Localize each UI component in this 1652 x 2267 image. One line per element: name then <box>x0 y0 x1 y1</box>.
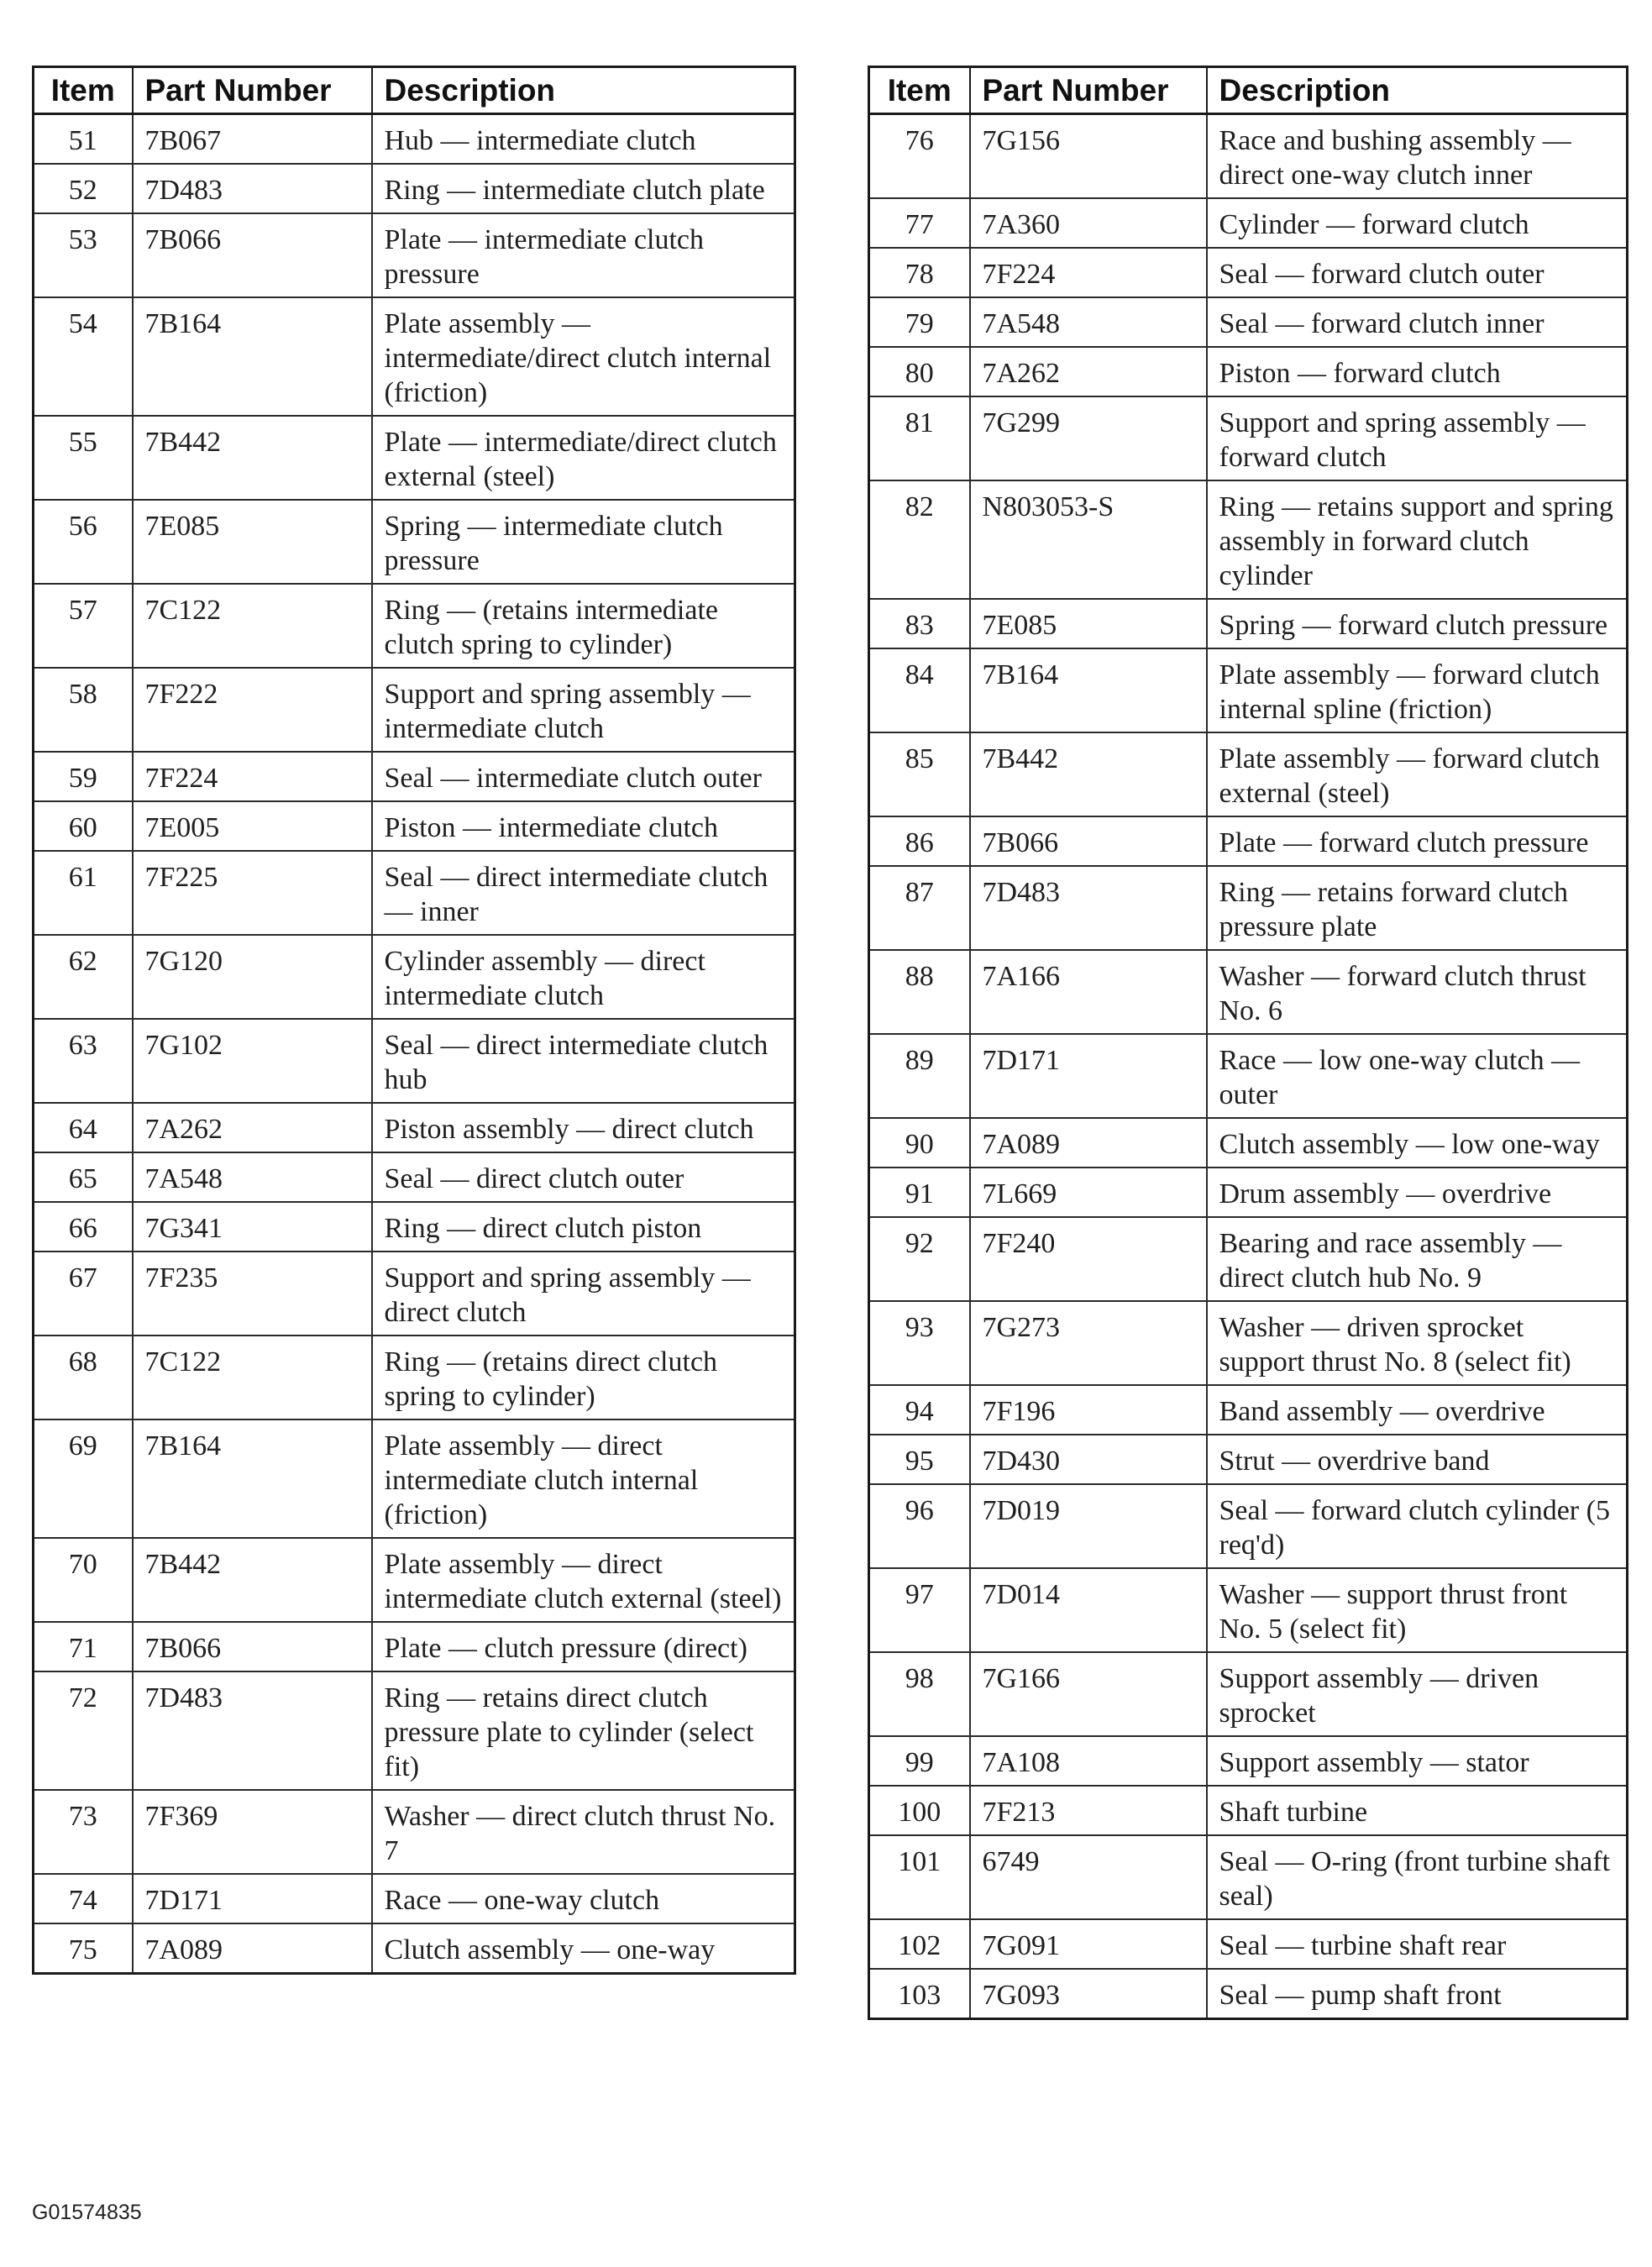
item-number-cell: 64 <box>34 1103 133 1152</box>
part-number-cell: 7B067 <box>133 114 372 165</box>
item-number-cell: 71 <box>34 1622 133 1671</box>
item-number-cell: 69 <box>34 1419 133 1538</box>
description-cell: Seal — O-ring (front turbine shaft seal) <box>1207 1835 1628 1919</box>
description-cell: Seal — forward clutch cylinder (5 req'd) <box>1207 1484 1628 1568</box>
item-number-cell: 52 <box>34 164 133 213</box>
part-number-cell: 7A262 <box>970 347 1207 396</box>
item-number-cell: 88 <box>869 950 970 1034</box>
table-row <box>869 1835 1628 1919</box>
table-row <box>34 1790 795 1874</box>
item-number-cell: 91 <box>869 1168 970 1217</box>
description-cell: Plate assembly — direct intermediate clutch external (steel) <box>372 1538 795 1622</box>
table-row <box>869 1301 1628 1385</box>
item-number-cell: 60 <box>34 801 133 851</box>
column-header-part-number: Part Number <box>133 67 372 114</box>
item-number-cell: 101 <box>869 1835 970 1919</box>
table-row <box>34 1538 795 1622</box>
item-number-cell: 53 <box>34 213 133 297</box>
description-cell: Seal — intermediate clutch outer <box>372 752 795 801</box>
part-number-cell: 7A089 <box>133 1923 372 1974</box>
table-row <box>869 1034 1628 1118</box>
table-row <box>34 1202 795 1252</box>
description-cell: Seal — turbine shaft rear <box>1207 1919 1628 1969</box>
part-number-cell: 7G102 <box>133 1019 372 1103</box>
description-cell: Race — one-way clutch <box>372 1874 795 1923</box>
item-number-cell: 57 <box>34 584 133 668</box>
part-number-cell: 7B442 <box>133 416 372 500</box>
part-number-cell: 7E085 <box>970 599 1207 648</box>
table-row <box>34 416 795 500</box>
table-row <box>869 297 1628 347</box>
item-number-cell: 78 <box>869 248 970 297</box>
description-cell: Drum assembly — overdrive <box>1207 1168 1628 1217</box>
description-cell: Ring — retains direct clutch pressure plate to cylinder (select fit) <box>372 1671 795 1790</box>
description-cell: Seal — direct intermediate clutch hub <box>372 1019 795 1103</box>
item-number-cell: 99 <box>869 1736 970 1786</box>
table-row <box>34 1671 795 1790</box>
description-cell: Ring — (retains direct clutch spring to cylinder) <box>372 1336 795 1419</box>
item-number-cell: 90 <box>869 1118 970 1168</box>
item-number-cell: 75 <box>34 1923 133 1974</box>
item-number-cell: 67 <box>34 1252 133 1336</box>
part-number-cell: 7B066 <box>133 213 372 297</box>
part-number-cell: 7B164 <box>133 297 372 416</box>
part-number-cell: 7D483 <box>970 866 1207 950</box>
item-number-cell: 70 <box>34 1538 133 1622</box>
item-number-cell: 97 <box>869 1568 970 1652</box>
description-cell: Washer — driven sprocket support thrust No. 8 (select fit) <box>1207 1301 1628 1385</box>
column-header-part-number: Part Number <box>970 67 1207 114</box>
description-cell: Plate assembly — intermediate/direct clutch internal (friction) <box>372 297 795 416</box>
description-cell: Clutch assembly — low one-way <box>1207 1118 1628 1168</box>
description-cell: Plate — intermediate clutch pressure <box>372 213 795 297</box>
item-number-cell: 83 <box>869 599 970 648</box>
part-number-cell: 7G093 <box>970 1969 1207 2019</box>
item-number-cell: 92 <box>869 1217 970 1301</box>
description-cell: Piston assembly — direct clutch <box>372 1103 795 1152</box>
item-number-cell: 66 <box>34 1202 133 1252</box>
description-cell: Spring — intermediate clutch pressure <box>372 500 795 584</box>
table-row <box>34 213 795 297</box>
item-number-cell: 56 <box>34 500 133 584</box>
part-number-cell: 7A360 <box>970 198 1207 248</box>
part-number-cell: 7D430 <box>970 1435 1207 1484</box>
description-cell: Plate assembly — forward clutch external (steel) <box>1207 732 1628 816</box>
parts-table-left <box>32 66 796 1975</box>
table-row <box>869 1217 1628 1301</box>
table-row <box>869 347 1628 396</box>
table-row <box>869 1435 1628 1484</box>
item-number-cell: 72 <box>34 1671 133 1790</box>
item-number-cell: 59 <box>34 752 133 801</box>
part-number-cell: 7B442 <box>970 732 1207 816</box>
table-row <box>869 1168 1628 1217</box>
table-row <box>34 1622 795 1671</box>
table-row <box>34 1923 795 1974</box>
column-header-item: Item <box>869 67 970 114</box>
table-row <box>869 648 1628 732</box>
description-cell: Plate — intermediate/direct clutch external (steel) <box>372 416 795 500</box>
table-row <box>34 1103 795 1152</box>
item-number-cell: 80 <box>869 347 970 396</box>
description-cell: Bearing and race assembly — direct clutch hub No. 9 <box>1207 1217 1628 1301</box>
part-number-cell: 7A089 <box>970 1118 1207 1168</box>
table-row <box>869 248 1628 297</box>
part-number-cell: 7B164 <box>133 1419 372 1538</box>
table-row <box>869 816 1628 866</box>
part-number-cell: 7C122 <box>133 584 372 668</box>
table-row <box>869 866 1628 950</box>
table-row <box>34 668 795 752</box>
item-number-cell: 81 <box>869 396 970 480</box>
table-row <box>869 950 1628 1034</box>
part-number-cell: 7E005 <box>133 801 372 851</box>
table-row <box>34 1019 795 1103</box>
item-number-cell: 86 <box>869 816 970 866</box>
description-cell: Ring — retains forward clutch pressure plate <box>1207 866 1628 950</box>
item-number-cell: 61 <box>34 851 133 935</box>
table-row <box>869 1118 1628 1168</box>
item-number-cell: 51 <box>34 114 133 165</box>
table-row <box>869 599 1628 648</box>
description-cell: Ring — retains support and spring assembly in forward clutch cylinder <box>1207 480 1628 599</box>
item-number-cell: 74 <box>34 1874 133 1923</box>
description-cell: Band assembly — overdrive <box>1207 1385 1628 1435</box>
part-number-cell: 7F235 <box>133 1252 372 1336</box>
table-row <box>869 1484 1628 1568</box>
part-number-cell: 7D019 <box>970 1484 1207 1568</box>
part-number-cell: 7B066 <box>970 816 1207 866</box>
description-cell: Hub — intermediate clutch <box>372 114 795 165</box>
part-number-cell: 7A166 <box>970 950 1207 1034</box>
item-number-cell: 54 <box>34 297 133 416</box>
part-number-cell: 7F369 <box>133 1790 372 1874</box>
item-number-cell: 87 <box>869 866 970 950</box>
column-header-description: Description <box>1207 67 1628 114</box>
item-number-cell: 98 <box>869 1652 970 1736</box>
description-cell: Clutch assembly — one-way <box>372 1923 795 1974</box>
table-row <box>34 1336 795 1419</box>
description-cell: Ring — (retains intermediate clutch spring to cylinder) <box>372 584 795 668</box>
part-number-cell: 7F225 <box>133 851 372 935</box>
part-number-cell: 7F213 <box>970 1786 1207 1835</box>
table-row <box>869 1652 1628 1736</box>
description-cell: Plate assembly — forward clutch internal spline (friction) <box>1207 648 1628 732</box>
description-cell: Ring — direct clutch piston <box>372 1202 795 1252</box>
description-cell: Washer — support thrust front No. 5 (select fit) <box>1207 1568 1628 1652</box>
table-row <box>869 198 1628 248</box>
item-number-cell: 77 <box>869 198 970 248</box>
item-number-cell: 102 <box>869 1919 970 1969</box>
table-row <box>34 164 795 213</box>
table-row <box>34 500 795 584</box>
item-number-cell: 96 <box>869 1484 970 1568</box>
table-row <box>869 480 1628 599</box>
table-header-row <box>34 67 795 114</box>
table-row <box>34 114 795 165</box>
part-number-cell: 7G120 <box>133 935 372 1019</box>
table-row <box>34 851 795 935</box>
description-cell: Support assembly — stator <box>1207 1736 1628 1786</box>
description-cell: Seal — forward clutch outer <box>1207 248 1628 297</box>
description-cell: Piston — intermediate clutch <box>372 801 795 851</box>
item-number-cell: 63 <box>34 1019 133 1103</box>
part-number-cell: 7F224 <box>133 752 372 801</box>
item-number-cell: 95 <box>869 1435 970 1484</box>
parts-table-right <box>868 66 1628 2020</box>
description-cell: Support and spring assembly — intermediate clutch <box>372 668 795 752</box>
column-header-description: Description <box>372 67 795 114</box>
part-number-cell: 7F222 <box>133 668 372 752</box>
item-number-cell: 94 <box>869 1385 970 1435</box>
description-cell: Strut — overdrive band <box>1207 1435 1628 1484</box>
description-cell: Race — low one-way clutch — outer <box>1207 1034 1628 1118</box>
part-number-cell: 7C122 <box>133 1336 372 1419</box>
item-number-cell: 68 <box>34 1336 133 1419</box>
table-row <box>34 1252 795 1336</box>
table-row <box>34 584 795 668</box>
item-number-cell: 100 <box>869 1786 970 1835</box>
description-cell: Support assembly — driven sprocket <box>1207 1652 1628 1736</box>
description-cell: Piston — forward clutch <box>1207 347 1628 396</box>
part-number-cell: 7A548 <box>133 1152 372 1202</box>
part-number-cell: 7G273 <box>970 1301 1207 1385</box>
description-cell: Seal — forward clutch inner <box>1207 297 1628 347</box>
table-row <box>869 1385 1628 1435</box>
item-number-cell: 103 <box>869 1969 970 2019</box>
table-row <box>869 396 1628 480</box>
description-cell: Seal — direct intermediate clutch — inner <box>372 851 795 935</box>
part-number-cell: 7A548 <box>970 297 1207 347</box>
description-cell: Spring — forward clutch pressure <box>1207 599 1628 648</box>
table-row <box>34 297 795 416</box>
part-number-cell: 7L669 <box>970 1168 1207 1217</box>
part-number-cell: 7D171 <box>970 1034 1207 1118</box>
description-cell: Seal — direct clutch outer <box>372 1152 795 1202</box>
part-number-cell: 7G091 <box>970 1919 1207 1969</box>
description-cell: Cylinder assembly — direct intermediate clutch <box>372 935 795 1019</box>
description-cell: Washer — forward clutch thrust No. 6 <box>1207 950 1628 1034</box>
part-number-cell: 7F240 <box>970 1217 1207 1301</box>
part-number-cell: 7A262 <box>133 1103 372 1152</box>
table-row <box>34 935 795 1019</box>
description-cell: Plate — clutch pressure (direct) <box>372 1622 795 1671</box>
description-cell: Support and spring assembly — forward clutch <box>1207 396 1628 480</box>
table-row <box>869 732 1628 816</box>
table-row <box>34 1419 795 1538</box>
item-number-cell: 84 <box>869 648 970 732</box>
table-row <box>34 1874 795 1923</box>
table-row <box>869 114 1628 199</box>
item-number-cell: 55 <box>34 416 133 500</box>
item-number-cell: 73 <box>34 1790 133 1874</box>
part-number-cell: 7G156 <box>970 114 1207 199</box>
part-number-cell: N803053-S <box>970 480 1207 599</box>
table-row <box>34 752 795 801</box>
description-cell: Washer — direct clutch thrust No. 7 <box>372 1790 795 1874</box>
part-number-cell: 7D483 <box>133 164 372 213</box>
description-cell: Shaft turbine <box>1207 1786 1628 1835</box>
item-number-cell: 76 <box>869 114 970 199</box>
part-number-cell: 7F196 <box>970 1385 1207 1435</box>
figure-id: G01574835 <box>32 2201 142 2224</box>
item-number-cell: 65 <box>34 1152 133 1202</box>
description-cell: Support and spring assembly — direct clutch <box>372 1252 795 1336</box>
part-number-cell: 7F224 <box>970 248 1207 297</box>
table-row <box>869 1568 1628 1652</box>
column-header-item: Item <box>34 67 133 114</box>
part-number-cell: 7B164 <box>970 648 1207 732</box>
table-header-row <box>869 67 1628 114</box>
item-number-cell: 82 <box>869 480 970 599</box>
description-cell: Plate assembly — direct intermediate clutch internal (friction) <box>372 1419 795 1538</box>
table-row <box>869 1786 1628 1835</box>
description-cell: Cylinder — forward clutch <box>1207 198 1628 248</box>
parts-table-left-body <box>34 114 795 1974</box>
part-number-cell: 7D483 <box>133 1671 372 1790</box>
description-cell: Seal — pump shaft front <box>1207 1969 1628 2019</box>
table-row <box>34 801 795 851</box>
part-number-cell: 7E085 <box>133 500 372 584</box>
table-row <box>34 1152 795 1202</box>
description-cell: Race and bushing assembly — direct one-way clutch inner <box>1207 114 1628 199</box>
part-number-cell: 7A108 <box>970 1736 1207 1786</box>
part-number-cell: 7D171 <box>133 1874 372 1923</box>
item-number-cell: 58 <box>34 668 133 752</box>
table-row <box>869 1969 1628 2019</box>
parts-table-right-body <box>869 114 1628 2019</box>
table-row <box>869 1736 1628 1786</box>
table-row <box>869 1919 1628 1969</box>
item-number-cell: 93 <box>869 1301 970 1385</box>
item-number-cell: 89 <box>869 1034 970 1118</box>
part-number-cell: 7B066 <box>133 1622 372 1671</box>
part-number-cell: 7G166 <box>970 1652 1207 1736</box>
part-number-cell: 7G341 <box>133 1202 372 1252</box>
description-cell: Ring — intermediate clutch plate <box>372 164 795 213</box>
item-number-cell: 62 <box>34 935 133 1019</box>
description-cell: Plate — forward clutch pressure <box>1207 816 1628 866</box>
item-number-cell: 85 <box>869 732 970 816</box>
part-number-cell: 6749 <box>970 1835 1207 1919</box>
item-number-cell: 79 <box>869 297 970 347</box>
part-number-cell: 7G299 <box>970 396 1207 480</box>
part-number-cell: 7B442 <box>133 1538 372 1622</box>
part-number-cell: 7D014 <box>970 1568 1207 1652</box>
